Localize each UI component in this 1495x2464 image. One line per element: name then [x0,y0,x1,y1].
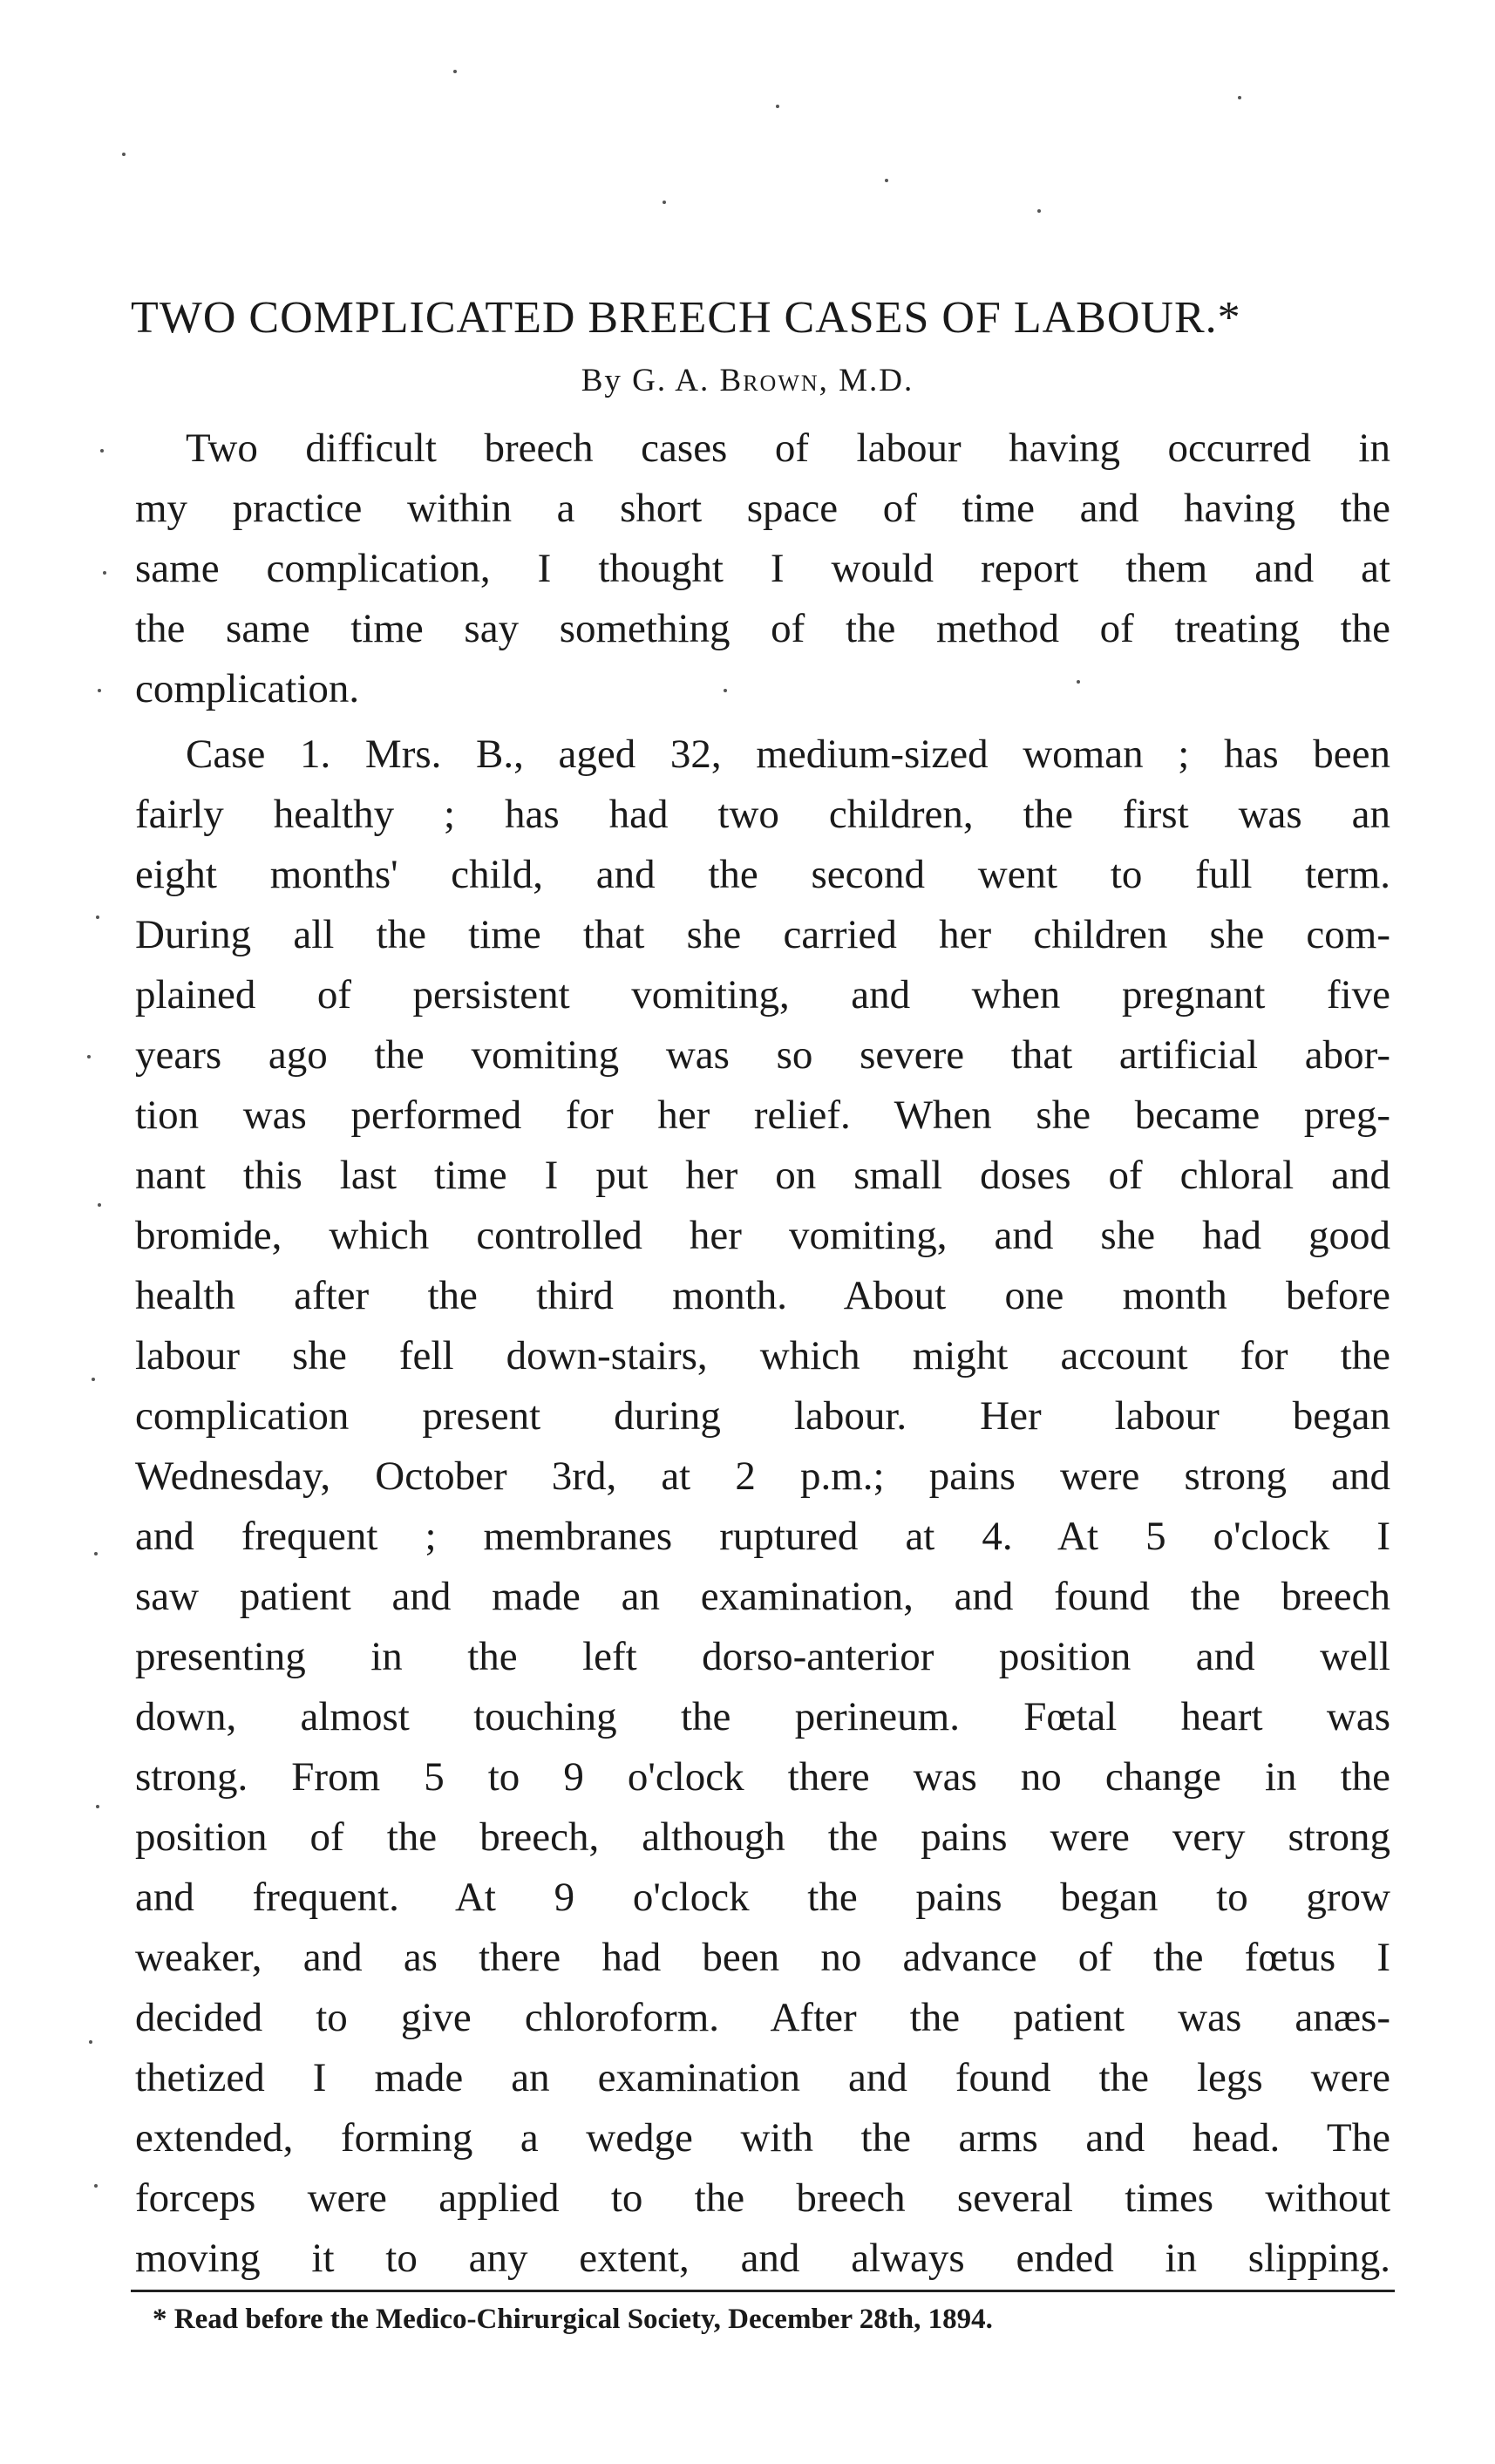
scan-speck [96,915,99,919]
scan-speck [1238,96,1241,99]
text-line: complication present during labour. Her labour began [135,1393,1390,1439]
byline-prefix: By G. A. [581,363,710,398]
text-line: Wednesday, October 3rd, at 2 p.m.; pains were strong and [135,1453,1390,1499]
text-line: and frequent. At 9 o'clock the pains began to grow [135,1875,1390,1920]
text-line: labour she fell down-stairs, which might account for the [135,1333,1390,1378]
footnote-divider [131,2290,1395,2292]
footnote: * Read before the Medico-Chirurgical Society, December 28th, 1894. [153,2304,993,2335]
text-line: fairly healthy ; has had two children, the first was an [135,792,1390,837]
text-line: strong. From 5 to 9 o'clock there was no change in the [135,1754,1390,1800]
text-line: forceps were applied to the breech several times without [135,2175,1390,2221]
text-line: bromide, which controlled her vomiting, and she had good [135,1213,1390,1258]
scan-speck [98,1203,101,1207]
text-line: extended, forming a wedge with the arms and head. The [135,2115,1390,2161]
byline-suffix: , M.D. [819,363,914,398]
scan-speck [663,201,666,204]
scan-speck [87,1055,91,1058]
scan-speck [94,1552,98,1555]
text-line: down, almost touching the perineum. Fœtal heart was [135,1694,1390,1739]
text-line: Case 1. Mrs. B., aged 32, medium-sized woman ; has been [186,732,1390,777]
scan-speck [885,179,888,182]
text-line: and frequent ; membranes ruptured at 4. At 5 o'clock I [135,1514,1390,1559]
text-line: saw patient and made an examination, and found the breech [135,1574,1390,1619]
scan-speck [100,449,104,453]
scan-speck [94,2184,98,2188]
text-line: the same time say something of the method of treating the [135,606,1390,651]
scan-speck [453,70,457,73]
scan-speck [89,2040,92,2044]
article-title: TWO COMPLICATED BREECH CASES OF LABOUR.* [131,293,1241,343]
text-line: years ago the vomiting was so severe that artificial abor- [135,1032,1390,1078]
text-line: complication. [135,666,360,711]
text-line: weaker, and as there had been no advance of the fœtus I [135,1935,1390,1980]
scan-speck [96,1805,99,1808]
article-byline [0,362,1495,399]
text-line: plained of persistent vomiting, and when pregnant five [135,972,1390,1018]
text-line: presenting in the left dorso-anterior position and well [135,1634,1390,1679]
text-line: nant this last time I put her on small doses of chloral and [135,1153,1390,1198]
scan-speck [92,1378,95,1381]
text-line: thetized I made an examination and found the legs were [135,2055,1390,2100]
scan-speck [98,689,101,692]
text-line: decided to give chloroform. After the patient was anæs- [135,1995,1390,2040]
article-body [135,419,1390,2289]
text-line: eight months' child, and the second went to full term. [135,852,1390,897]
text-line: tion was performed for her relief. When she became preg- [135,1092,1390,1138]
text-line: Two difficult breech cases of labour having occurred in [186,425,1390,471]
scan-speck [103,571,106,575]
text-line: same complication, I thought I would report them and at [135,546,1390,591]
text-line: During all the time that she carried her children she com- [135,912,1390,957]
text-line: position of the breech, although the pains were very strong [135,1814,1390,1860]
scan-speck [122,153,126,156]
scan-speck [776,105,779,108]
text-line: health after the third month. About one month before [135,1273,1390,1318]
scan-speck [1037,209,1041,213]
byline-author-name: Brown [719,363,819,398]
text-line: moving it to any extent, and always ended in slipping. [135,2236,1390,2281]
text-line: my practice within a short space of time and having the [135,486,1390,531]
